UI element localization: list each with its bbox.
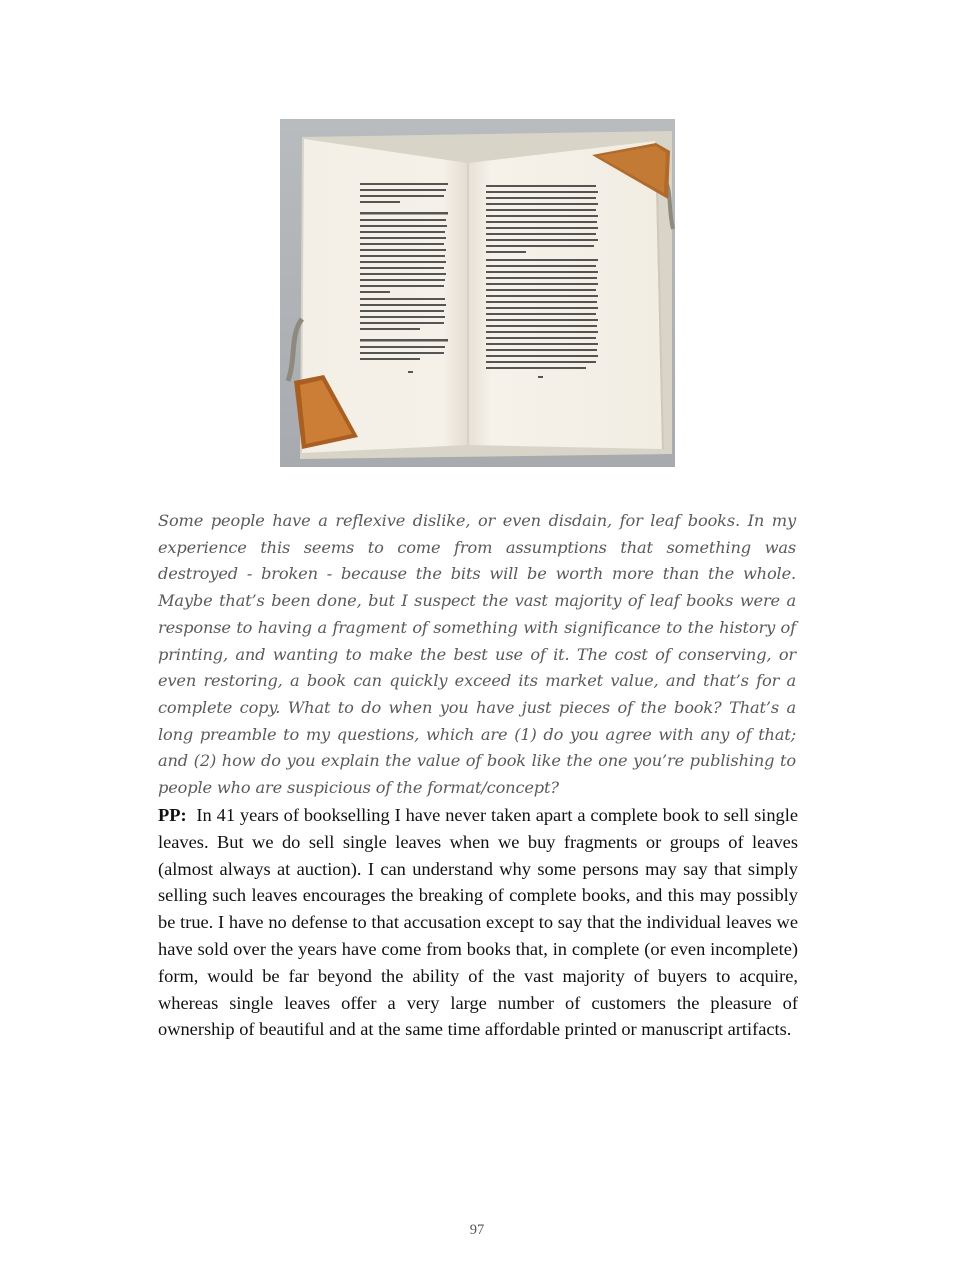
answer-text: In 41 years of bookselling I have never taken apart a complete book to sell single leaves. But we do sell single leaves when we buy fragments or groups of leaves (almost always at auction). I can understand why some persons may say that simply selling such leaves encourages the breaking of complete books, and this may possibly be true. I have no defense to that accusation except to say that the individual leaves we have sold over the years have come from books that, in complete (or even incomplete) form, would be far beyond the ability of the vast majority of buyers to acquire, whereas single leaves offer a very large number of customers the pleasure of ownership of beautiful and at the same time affordable printed or manuscript artifacts.: [158, 805, 798, 1040]
book-photo: [280, 119, 675, 467]
page-number: 97: [469, 1222, 485, 1238]
interview-answer: [158, 802, 798, 1043]
speaker-label: PP:: [158, 805, 187, 825]
interview-question: Some people have a reflexive dislike, or even disdain, for leaf books. In my experience this seems to come from assumptions that something was destroyed - broken - because the bits will be worth more than the whole. Maybe that’s been done, but I suspect the vast majority of leaf books were a response to having a fragment of something with significance to the history of printing, and wanting to make the best use of it. The cost of conserving, or even restoring, a book can quickly exceed its market value, and that’s for a complete copy. What to do when you have just pieces of the book? That’s a long preamble to my questions, which are (1) do you agree with any of that; and (2) how do you explain the value of book like the one you’re publishing to people who are suspicious of the format/concept?: [158, 511, 796, 798]
